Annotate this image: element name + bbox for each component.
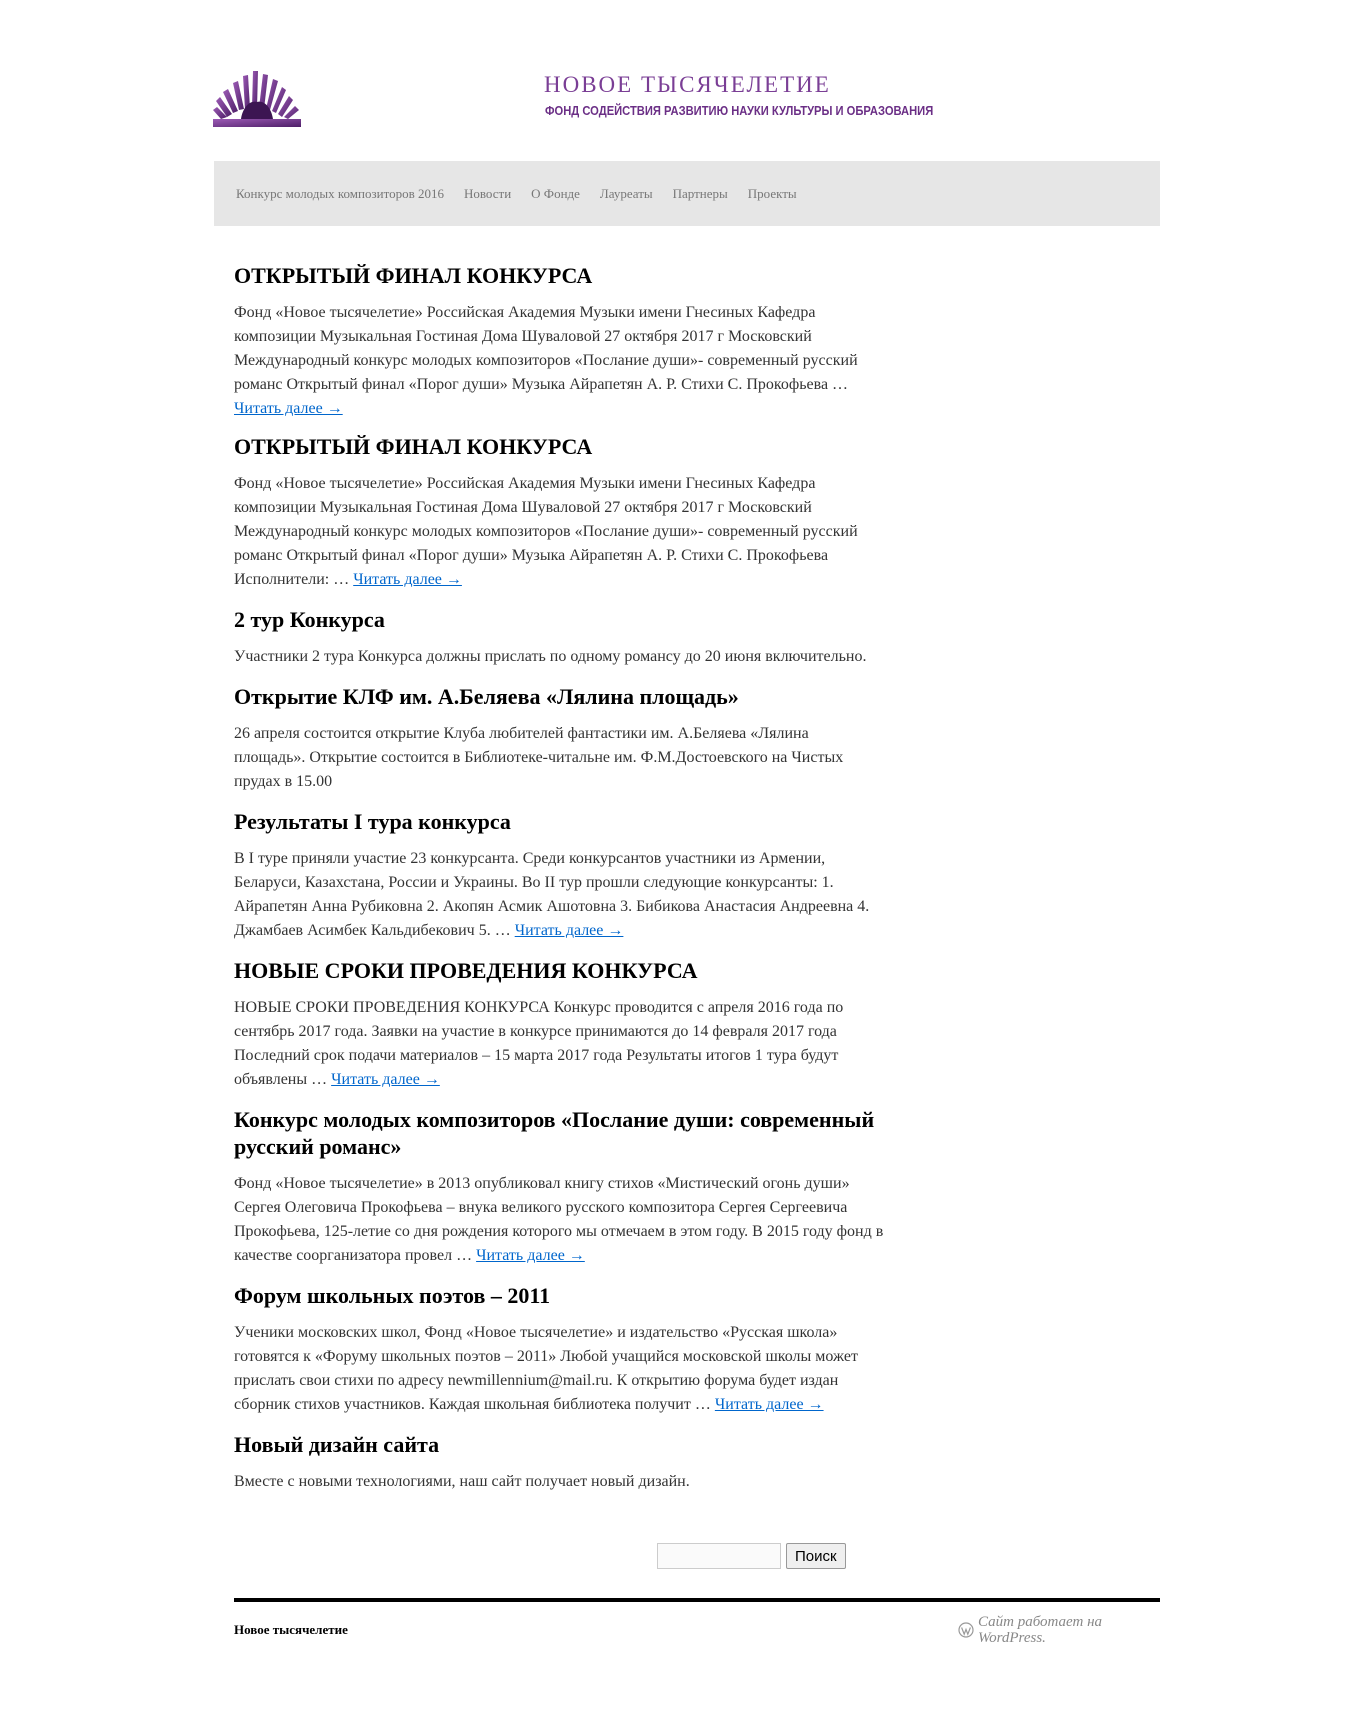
nav-item-laureates[interactable]: Лауреаты — [599, 185, 653, 201]
read-more-link[interactable]: Читать далее → — [476, 1247, 585, 1264]
post-excerpt: Вместе с новыми технологиями, наш сайт получает новый дизайн. — [234, 1473, 690, 1490]
post — [234, 433, 884, 592]
post-excerpt: 26 апреля состоится открытие Клуба любителей фантастики им. А.Беляева «Лялина площадь». Открытие состоится в Библиотеке-читальне им. Ф.М.Достоевского на Чистых прудах в 15.00 — [234, 725, 844, 790]
post-title[interactable]: Открытие КЛФ им. А.Беляева «Лялина площадь» — [234, 684, 739, 709]
post-title[interactable]: Конкурс молодых композиторов «Послание души: современный русский романс» — [234, 1107, 875, 1159]
post — [234, 1431, 884, 1494]
nav-item-news[interactable]: Новости — [463, 185, 512, 201]
main-navigation — [214, 161, 1160, 226]
post-excerpt-text: В I туре приняли участие 23 конкурсанта. Среди конкурсантов участники из Армении, Беларуси, Казахстана, России и Украины. Во II тур прошли следующие конкурсанты: 1. Айрапетян Анна Рубиковна 2. Акопян Асмик Ашотовна 3. Бибикова Анастасия Андреевна 4. Джамбаев Асимбек Кальдибекович 5. … — [234, 850, 870, 939]
post-excerpt-text: Фонд «Новое тысячелетие» Российская Академия Музыки имени Гнесиных Кафедра композиции Музыкальная Гостиная Дома Шуваловой 27 октября 2017 г Московский Международный конкурс молодых композиторов «Послание души»- современный русский романс Открытый финал «Порог души» Музыка Айрапетян А. Р. Стихи С. Прокофьева … — [234, 304, 858, 393]
post-list — [234, 262, 884, 1494]
powered-by-text[interactable]: Сайт работает на WordPress. — [978, 1614, 1103, 1646]
search-input[interactable] — [657, 1543, 781, 1569]
nav-item-about[interactable]: О Фонде — [531, 185, 580, 201]
post-title[interactable]: 2 тур Конкурса — [234, 607, 385, 632]
post-excerpt — [234, 847, 884, 943]
search-form — [657, 1543, 846, 1569]
post — [234, 808, 884, 943]
wordpress-icon — [958, 1622, 974, 1638]
post — [234, 606, 884, 669]
post — [234, 957, 884, 1092]
footer-divider — [234, 1598, 1160, 1602]
post-title[interactable]: ОТКРЫТЫЙ ФИНАЛ КОНКУРСА — [234, 263, 593, 288]
post — [234, 262, 884, 421]
footer-powered-by[interactable] — [958, 1614, 1138, 1646]
post-excerpt: Участники 2 тура Конкурса должны прислать по одному романсу до 20 июня включительно. — [234, 648, 867, 665]
nav-item-partners[interactable]: Партнеры — [672, 185, 728, 201]
read-more-link[interactable]: Читать далее → — [714, 1396, 824, 1413]
post-excerpt — [234, 301, 884, 421]
read-more-link[interactable]: Читать далее → — [353, 571, 462, 588]
footer-site-name[interactable]: Новое тысячелетие — [234, 1622, 348, 1637]
post-title[interactable]: НОВЫЕ СРОКИ ПРОВЕДЕНИЯ КОНКУРСА — [234, 958, 698, 983]
post-excerpt-text: Фонд «Новое тысячелетие» Российская Академия Музыки имени Гнесиных Кафедра композиции Музыкальная Гостиная Дома Шуваловой 27 октября 2017 г Московский Международный конкурс молодых композиторов «Послание души»- современный русский романс Открытый финал «Порог души» Музыка Айрапетян А. Р. Стихи С. Прокофьева Исполнители: … — [234, 475, 858, 588]
read-more-link[interactable]: Читать далее → — [514, 922, 624, 939]
post-excerpt — [234, 472, 884, 592]
post-excerpt — [234, 1321, 884, 1417]
post-title[interactable]: Новый дизайн сайта — [234, 1432, 440, 1457]
post — [234, 1282, 884, 1417]
post-excerpt-text: Фонд «Новое тысячелетие» в 2013 опубликовал книгу стихов «Мистический огонь души» Сергея Олеговича Прокофьева – внука великого русского композитора Сергея Сергеевича Прокофьева, 125-летие со дня рождения которого мы отмечаем в этом году. В 2015 году фонд в качестве соорганизатора провел … — [234, 1175, 884, 1264]
post — [234, 683, 884, 794]
nav-item-projects[interactable]: Проекты — [747, 185, 797, 201]
post — [234, 1106, 884, 1268]
post-title[interactable]: ОТКРЫТЫЙ ФИНАЛ КОНКУРСА — [234, 434, 593, 459]
post-excerpt — [234, 996, 884, 1092]
nav-item-competition-2016[interactable]: Конкурс молодых композиторов 2016 — [236, 185, 444, 201]
post-excerpt-text: НОВЫЕ СРОКИ ПРОВЕДЕНИЯ КОНКУРСА Конкурс проводится с апреля 2016 года по сентябрь 2017 года. Заявки на участие в конкурсе принимаются до 14 февраля 2017 года Последний срок подачи материалов – 15 марта 2017 года Результаты итогов 1 тура будут объявлены … — [234, 999, 844, 1088]
read-more-link[interactable]: Читать далее → — [234, 400, 343, 417]
post-title[interactable]: Форум школьных поэтов – 2011 — [234, 1283, 551, 1308]
site-title[interactable]: НОВОЕ ТЫСЯЧЕЛЕТИЕ — [544, 72, 831, 97]
post-excerpt-text: Ученики московских школ, Фонд «Новое тысячелетие» и издательство «Русская школа» готовятся к «Форуму школьных поэтов – 2011» Любой учащийся московской школы может прислать свои стихи по адресу newmillennium@mail.ru. К открытию форума будет издан сборник стихов участников. Каждая школьная библиотека получит … — [234, 1324, 858, 1413]
post-excerpt — [234, 1172, 884, 1268]
site-subtitle: ФОНД СОДЕЙСТВИЯ РАЗВИТИЮ НАУКИ КУЛЬТУРЫ И ОБРАЗОВАНИЯ — [545, 103, 934, 118]
foundation-logo-icon[interactable] — [211, 66, 303, 128]
read-more-link[interactable]: Читать далее → — [331, 1071, 440, 1088]
post-title[interactable]: Результаты I тура конкурса — [234, 809, 511, 834]
search-button[interactable]: Поиск — [786, 1543, 846, 1569]
